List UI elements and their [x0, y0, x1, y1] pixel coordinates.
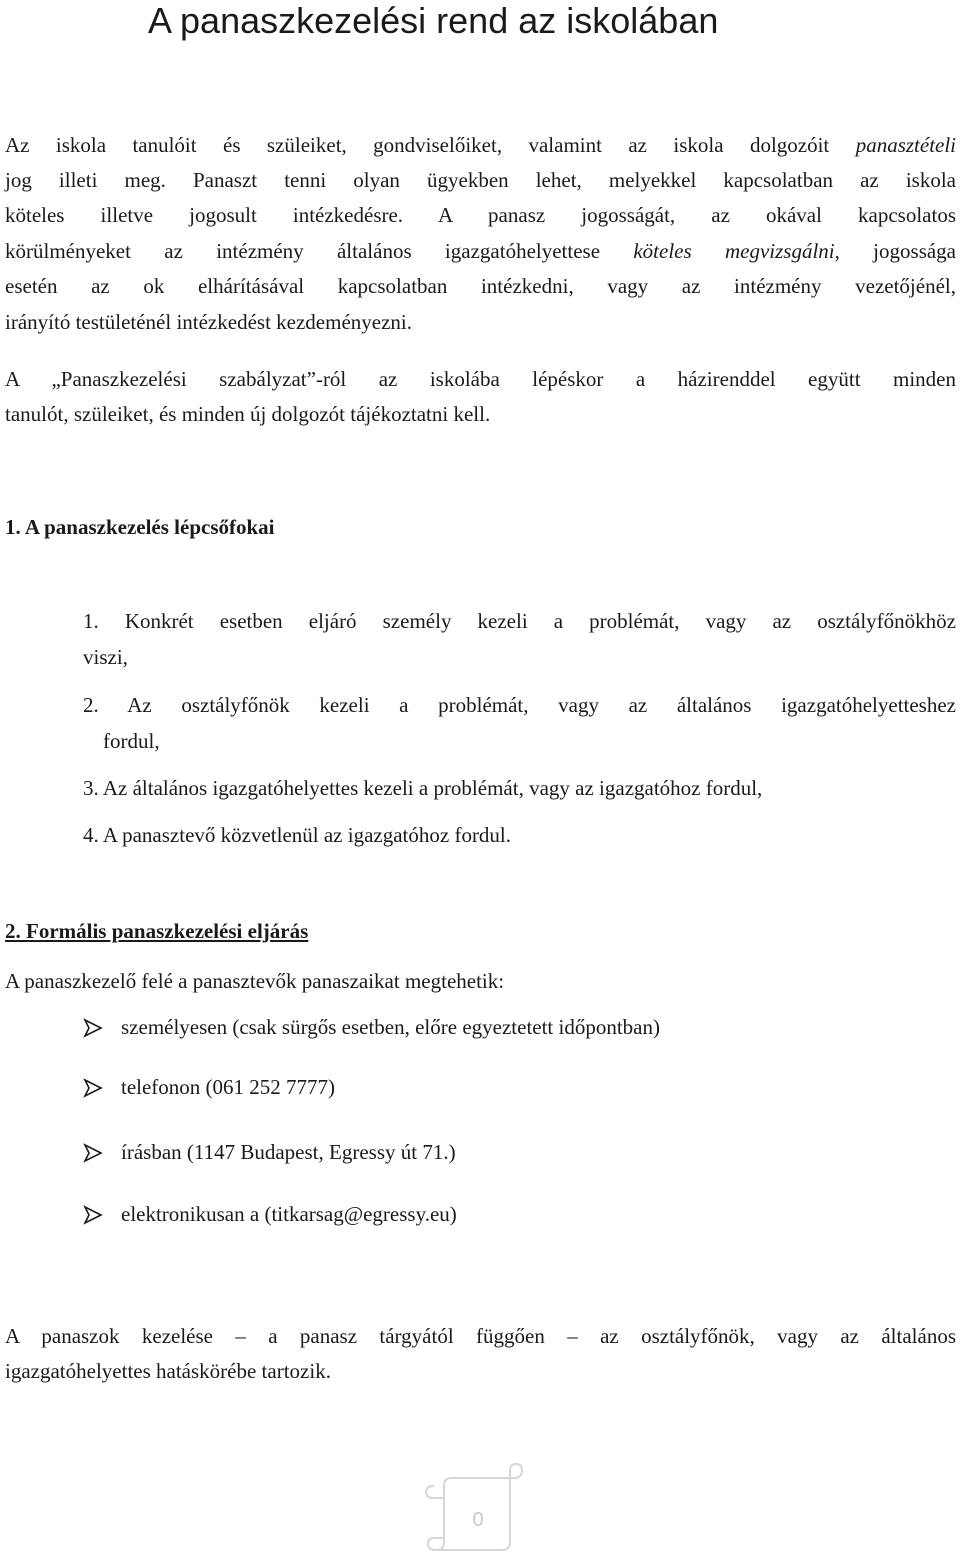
step-4-line: 4. A panasztevő közvetlenül az igazgatóhoz fordul.: [83, 823, 512, 847]
section-1-heading: 1. A panaszkezelés lépcsőfokai: [5, 515, 275, 539]
step-1-line-2: viszi,: [83, 645, 128, 669]
page-number: 0: [472, 1509, 484, 1531]
channel-phone: telefonon (061 252 7777): [121, 1075, 336, 1099]
intro-line-4: [5, 234, 956, 268]
channel-written: írásban (1147 Budapest, Egressy út 71.): [121, 1140, 456, 1164]
intro-line-5: esetén az ok elhárításával kapcsolatban intézkedni, vagy az intézmény vezetőjénél,: [5, 274, 956, 298]
intro-text: Az iskola tanulóit és szüleiket, gondviselőiket, valamint az iskola dolgozóit: [5, 133, 830, 157]
intro-line-6: irányító testületénél intézkedést kezdeményezni.: [5, 310, 412, 334]
arrowhead-bullet-icon: [83, 1143, 103, 1163]
closing-line-2: igazgatóhelyettes hatáskörébe tartozik.: [5, 1359, 331, 1383]
arrowhead-bullet-icon: [83, 1078, 103, 1098]
arrowhead-bullet-icon: [83, 1205, 103, 1225]
step-3-line: 3. Az általános igazgatóhelyettes kezeli a problémát, vagy az igazgatóhoz fordul,: [83, 776, 763, 800]
intro-line-3: köteles illetve jogosult intézkedésre. A panasz jogosságát, az okával kapcsolatos: [5, 203, 956, 227]
section-2-intro: A panaszkezelő felé a panasztevők panaszaikat megtehetik:: [5, 969, 505, 993]
intro-line-2: jog illeti meg. Panaszt tenni olyan ügyekben lehet, melyekkel kapcsolatban az iskola: [5, 168, 956, 192]
channel-electronic: elektronikusan a (titkarsag@egressy.eu): [121, 1202, 457, 1226]
channel-personal: személyesen (csak sürgős esetben, előre egyeztetett időpontban): [121, 1015, 660, 1039]
step-2-line-2: fordul,: [103, 729, 160, 753]
step-1-line-1: 1. Konkrét esetben eljáró személy kezeli a problémát, vagy az osztályfőnökhöz: [83, 609, 956, 633]
closing-line-1: A panaszok kezelése – a panasz tárgyától függően – az osztályfőnök, vagy az általános: [5, 1324, 956, 1348]
intro-line-1: [5, 128, 956, 162]
page-title: A panaszkezelési rend az iskolában: [148, 0, 719, 41]
scroll-page-number-icon: [418, 1462, 542, 1554]
notice-line-1: A „Panaszkezelési szabályzat”-ról az iskolába lépéskor a házirenddel együtt minden: [5, 367, 956, 391]
arrowhead-bullet-icon: [83, 1018, 103, 1038]
intro-italic-term: panasztételi: [855, 133, 957, 157]
section-2-heading: 2. Formális panaszkezelési eljárás: [5, 919, 309, 943]
step-2-line-1: 2. Az osztályfőnök kezeli a problémát, vagy az általános igazgatóhelyetteshez: [83, 693, 956, 717]
intro-text: , jogossága: [834, 239, 957, 263]
intro-italic-term: köteles megvizsgálni: [633, 239, 835, 263]
notice-line-2: tanulót, szüleiket, és minden új dolgozót tájékoztatni kell.: [5, 402, 491, 426]
intro-text: körülményeket az intézmény általános igazgatóhelyettese: [5, 239, 601, 263]
